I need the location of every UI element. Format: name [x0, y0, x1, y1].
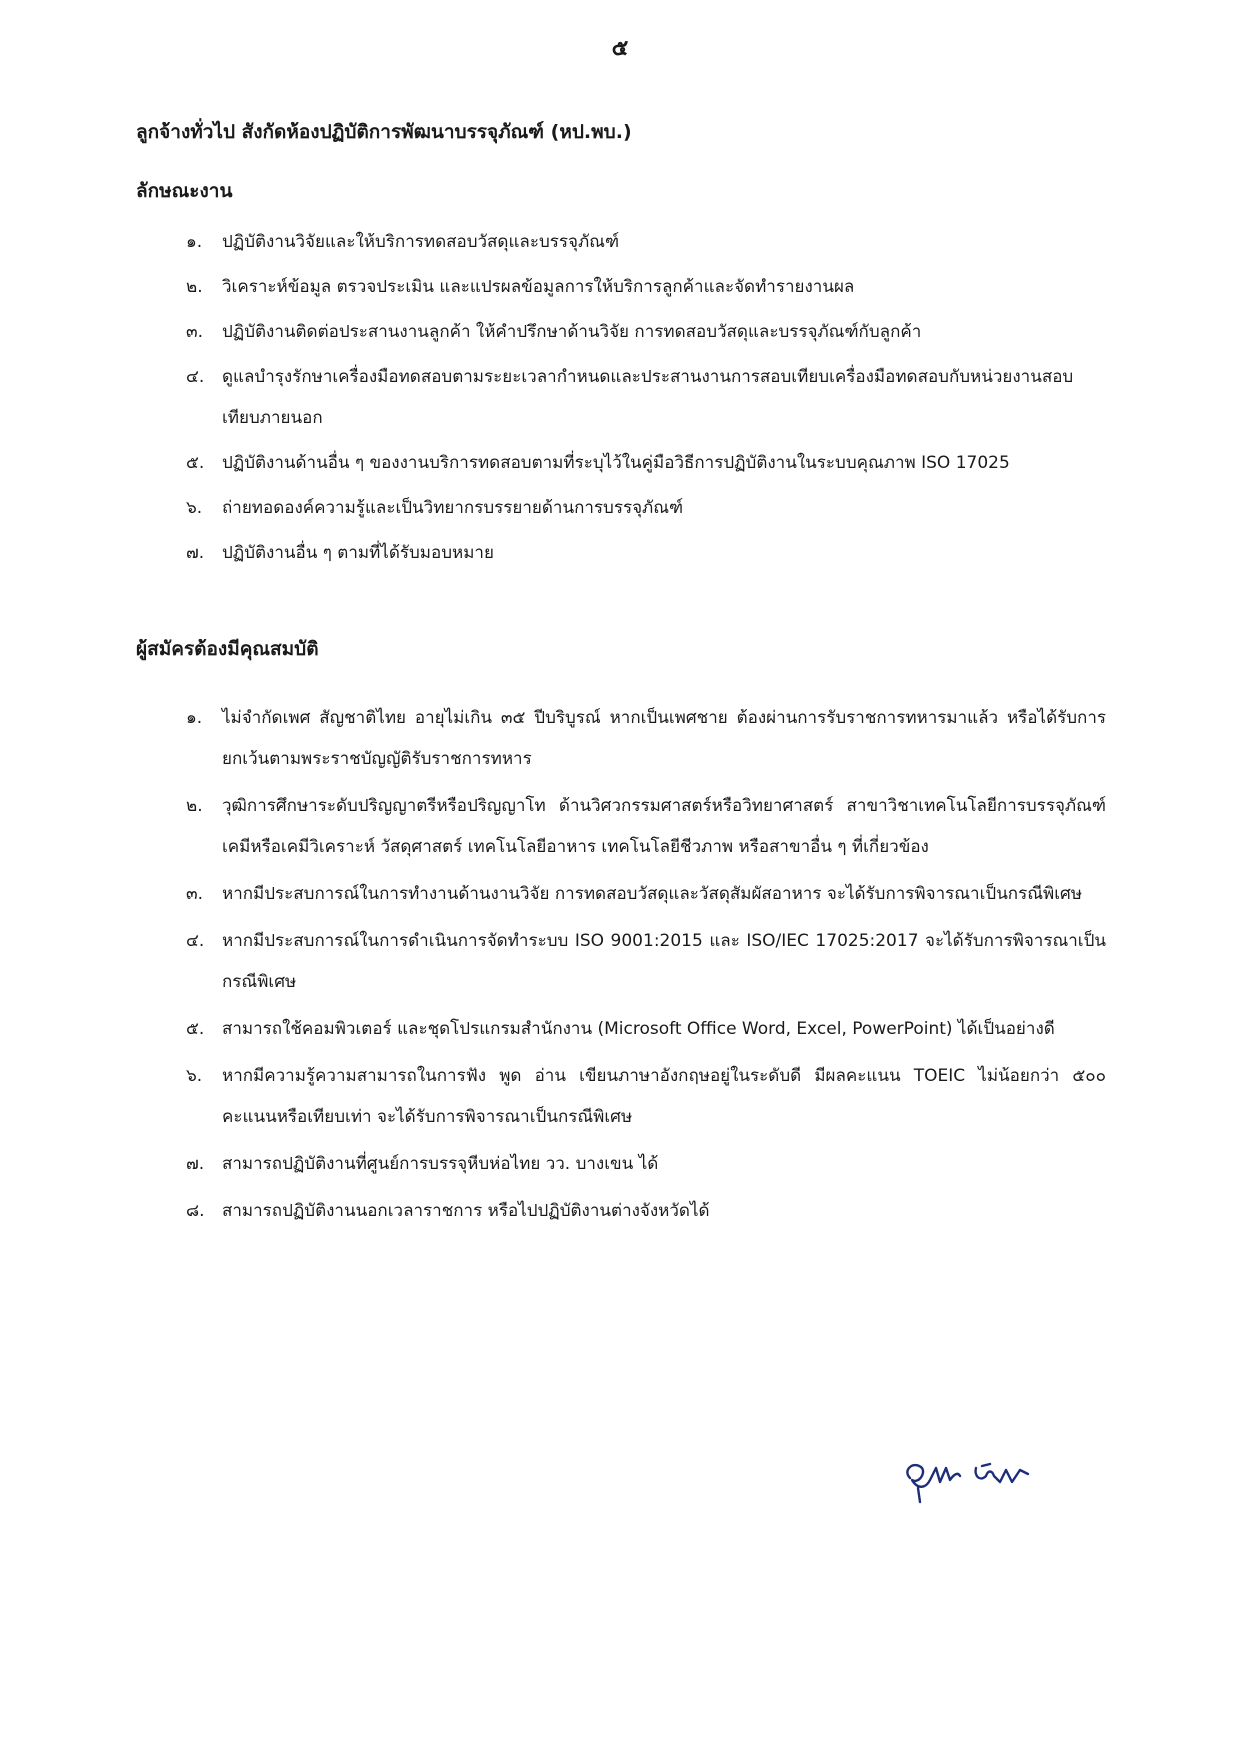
duty-text: ดูแลบำรุงรักษาเครื่องมือทดสอบตามระยะเวลากำหนดและประสานงานการสอบเทียบเครื่องมือทดสอบกับหน่วยงานสอบเทียบภายนอก — [222, 367, 1074, 428]
page-number: ๕ — [611, 36, 629, 61]
qualification-number: ๔. — [186, 931, 205, 951]
qualification-number: ๓. — [186, 884, 204, 904]
duty-item — [186, 443, 1106, 484]
qualification-item — [186, 1056, 1106, 1138]
handwritten-signature — [896, 1450, 1046, 1520]
qualification-item — [186, 1009, 1106, 1050]
duty-text: ปฏิบัติงานอื่น ๆ ตามที่ได้รับมอบหมาย — [222, 543, 494, 563]
duty-text: ปฏิบัติงานวิจัยและให้บริการทดสอบวัสดุและบรรจุภัณฑ์ — [222, 232, 620, 252]
duty-text: ปฏิบัติงานติดต่อประสานงานลูกค้า ให้คำปรึกษาด้านวิจัย การทดสอบวัสดุและบรรจุภัณฑ์กับลูกค้า — [222, 322, 922, 342]
duties-list — [186, 222, 1106, 578]
duty-text: วิเคราะห์ข้อมูล ตรวจประเมิน และแปรผลข้อมูลการให้บริการลูกค้าและจัดทำรายงานผล — [222, 277, 855, 297]
qualification-text: หากมีประสบการณ์ในการดำเนินการจัดทำระบบ ISO 9001:2015 และ ISO/IEC 17025:2017 จะได้รับการพิจารณาเป็นกรณีพิเศษ — [222, 931, 1106, 992]
duty-number: ๕. — [186, 453, 205, 473]
qualification-number: ๑. — [186, 708, 203, 728]
duty-item — [186, 267, 1106, 308]
duty-number: ๑. — [186, 232, 203, 252]
qualification-text: วุฒิการศึกษาระดับปริญญาตรีหรือปริญญาโท ด้านวิศวกรรมศาสตร์หรือวิทยาศาสตร์ สาขาวิชาเทคโนโลยีการบรรจุภัณฑ์ เคมีหรือเคมีวิเคราะห์ วัสดุศาสตร์ เทคโนโลยีอาหาร เทคโนโลยีชีวภาพ หรือสาขาอื่น ๆ ที่เกี่ยวข้อง — [222, 796, 1106, 857]
qualification-item — [186, 921, 1106, 1003]
duty-item — [186, 222, 1106, 263]
qualification-number: ๖. — [186, 1066, 203, 1086]
qualification-item — [186, 874, 1106, 915]
qualification-text: สามารถใช้คอมพิวเตอร์ และชุดโปรแกรมสำนักงาน (Microsoft Office Word, Excel, PowerPoint) ได้เป็นอย่างดี — [222, 1019, 1055, 1039]
qualifications-list — [186, 698, 1106, 1238]
qualification-number: ๕. — [186, 1019, 205, 1039]
duty-number: ๒. — [186, 277, 203, 297]
duty-text: ปฏิบัติงานด้านอื่น ๆ ของงานบริการทดสอบตามที่ระบุไว้ในคู่มือวิธีการปฏิบัติงานในระบบคุณภาพ ISO 17025 — [222, 453, 1010, 473]
duty-item — [186, 357, 1106, 439]
qualification-text: ไม่จำกัดเพศ สัญชาติไทย อายุไม่เกิน ๓๕ ปีบริบูรณ์ หากเป็นเพศชาย ต้องผ่านการรับราชการทหารมาแล้ว หรือได้รับการยกเว้นตามพระราชบัญญัติรับราชการทหาร — [222, 708, 1106, 769]
duty-item — [186, 312, 1106, 353]
qualification-item — [186, 698, 1106, 780]
duty-number: ๓. — [186, 322, 204, 342]
qualification-item — [186, 786, 1106, 868]
duty-number: ๔. — [186, 367, 205, 387]
qualification-item — [186, 1144, 1106, 1185]
duty-item — [186, 488, 1106, 529]
duty-text: ถ่ายทอดองค์ความรู้และเป็นวิทยากรบรรยายด้านการบรรจุภัณฑ์ — [222, 498, 684, 518]
duties-heading: ลักษณะงาน — [136, 180, 233, 202]
qualification-text: หากมีความรู้ความสามารถในการฟัง พูด อ่าน เขียนภาษาอังกฤษอยู่ในระดับดี มีผลคะแนน TOEIC ไม่น้อยกว่า ๕๐๐ คะแนนหรือเทียบเท่า จะได้รับการพิจารณาเป็นกรณีพิเศษ — [222, 1066, 1106, 1127]
qualification-text: สามารถปฏิบัติงานนอกเวลาราชการ หรือไปปฏิบัติงานต่างจังหวัดได้ — [222, 1201, 710, 1221]
qualification-number: ๒. — [186, 796, 203, 816]
qualification-text: สามารถปฏิบัติงานที่ศูนย์การบรรจุหีบห่อไทย วว. บางเขน ได้ — [222, 1154, 659, 1174]
duty-number: ๗. — [186, 543, 205, 563]
qualification-item — [186, 1191, 1106, 1232]
duty-item — [186, 533, 1106, 574]
qualification-number: ๘. — [186, 1201, 205, 1221]
qualifications-heading: ผู้สมัครต้องมีคุณสมบัติ — [136, 638, 319, 660]
duty-number: ๖. — [186, 498, 203, 518]
document-title: ลูกจ้างทั่วไป สังกัดห้องปฏิบัติการพัฒนาบรรจุภัณฑ์ (หป.พบ.) — [136, 121, 632, 143]
qualification-number: ๗. — [186, 1154, 205, 1174]
qualification-text: หากมีประสบการณ์ในการทำงานด้านงานวิจัย การทดสอบวัสดุและวัสดุสัมผัสอาหาร จะได้รับการพิจารณาเป็นกรณีพิเศษ — [222, 884, 1083, 904]
